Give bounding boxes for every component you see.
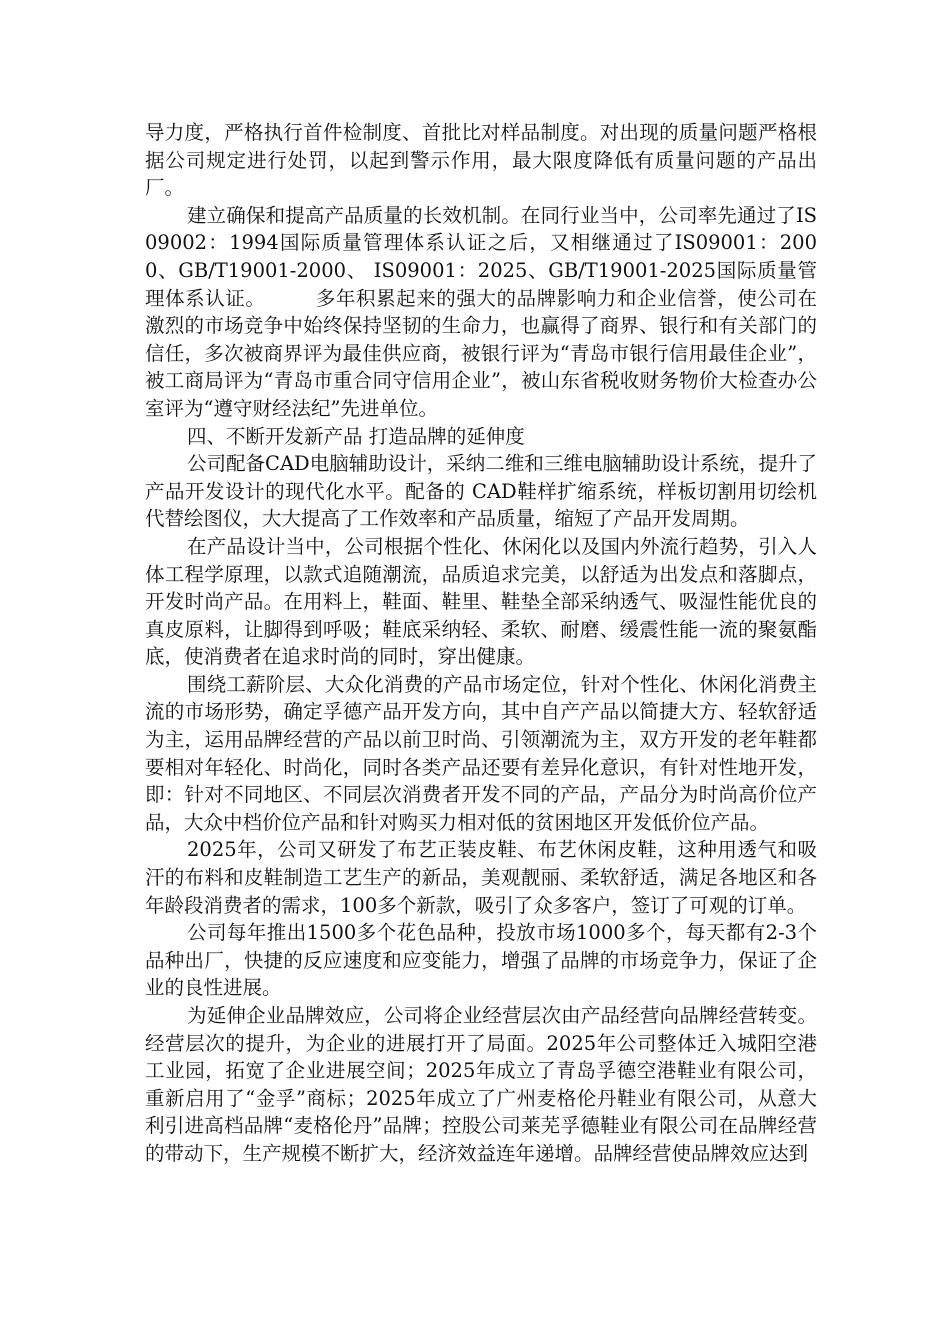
paragraph-quality-mechanism: 建立确保和提高产品质量的长效机制。在同行业当中，公司率先通过了IS09002：1994国际质量管理体系认证之后，又相继通过了IS09001：2000、GB/T19001-2000、 IS09001：2025、GB/T19001-2025国际质量管理体系认证。 多年积累起来的强大的品牌影响力和企业信誉，使公司在激烈的市场竞争中始终保持坚韧的生命力，也赢得了商界、银行和有关部门的信任，多次被商界评为最佳供应商，被银行评为“青岛市银行信用最佳企业”，被工商局评为“青岛市重合同守信用企业”，被山东省税收财务物价大检查办公室评为“遵守财经法纪”先进单位。 bbox=[145, 203, 817, 420]
paragraph-fabric-shoes: 2025年，公司又研发了布艺正装皮鞋、布艺休闲皮鞋，这种用透气和吸汗的布料和皮鞋制造工艺生产的新品，美观靓丽、柔软舒适，满足各地区和各年龄段消费者的需求，100多个新款，吸引了众多客户，签订了可观的订单。 bbox=[145, 838, 817, 917]
paragraph-cad-design: 公司配备CAD电脑辅助设计，采纳二维和三维电脑辅助设计系统，提升了产品开发设计的现代化水平。配备的 CAD鞋样扩缩系统，样板切割用切绘机代替绘图仪，大大提高了工作效率和产品质量，缩短了产品开发周期。 bbox=[145, 452, 817, 531]
paragraph-quality-punishment: 导力度，严格执行首件检制度、首批比对样品制度。对出现的质量问题严格根据公司规定进行处罚，以起到警示作用，最大限度降低有质量问题的产品出厂。 bbox=[145, 121, 817, 200]
paragraph-market-positioning: 围绕工薪阶层、大众化消费的产品市场定位，针对个性化、休闲化消费主流的市场形势，确定孚德产品开发方向，其中自产产品以简捷大方、轻软舒适为主，运用品牌经营的产品以前卫时尚、引领潮流为主，双方开发的老年鞋都要相对年轻化、时尚化，同时各类产品还要有差异化意识，有针对性地开发，即：针对不同地区、不同层次消费者开发不同的产品，产品分为时尚高价位产品，大众中档价位产品和针对购买力相对低的贫困地区开发低价位产品。 bbox=[145, 672, 817, 834]
document-body bbox=[145, 119, 817, 1168]
paragraph-product-design: 在产品设计当中，公司根据个性化、休闲化以及国内外流行趋势，引入人体工程学原理，以款式追随潮流，品质追求完美，以舒适为出发点和落脚点，开发时尚产品。在用料上，鞋面、鞋里、鞋垫全部采纳透气、吸湿性能优良的真皮原料，让脚得到呼吸；鞋底采纳轻、柔软、耐磨、缓震性能一流的聚氨酯底，使消费者在追求时尚的同时，穿出健康。 bbox=[145, 534, 817, 669]
paragraph-brand-extension: 为延伸企业品牌效应，公司将企业经营层次由产品经营向品牌经营转变。经营层次的提升，为企业的进展打开了局面。2025年公司整体迁入城阳空港工业园，拓宽了企业进展空间；2025年成立了青岛孚德空港鞋业有限公司，重新启用了“金孚”商标；2025年成立了广州麦格伦丹鞋业有限公司，从意大利引进高档品牌“麦格伦丹”品牌；控股公司莱芜孚德鞋业有限公司在品牌经营的带动下，生产规模不断扩大，经济效益连年递增。品牌经营使品牌效应达到 bbox=[145, 1004, 817, 1165]
paragraph-annual-varieties: 公司每年推出1500多个花色品种，投放市场1000多个，每天都有2-3个品种出厂，快捷的反应速度和应变能力，增强了品牌的市场竞争力，保证了企业的良性进展。 bbox=[145, 921, 817, 1000]
section-heading-new-products: 四、不断开发新产品 打造品牌的延伸度 bbox=[187, 424, 525, 448]
